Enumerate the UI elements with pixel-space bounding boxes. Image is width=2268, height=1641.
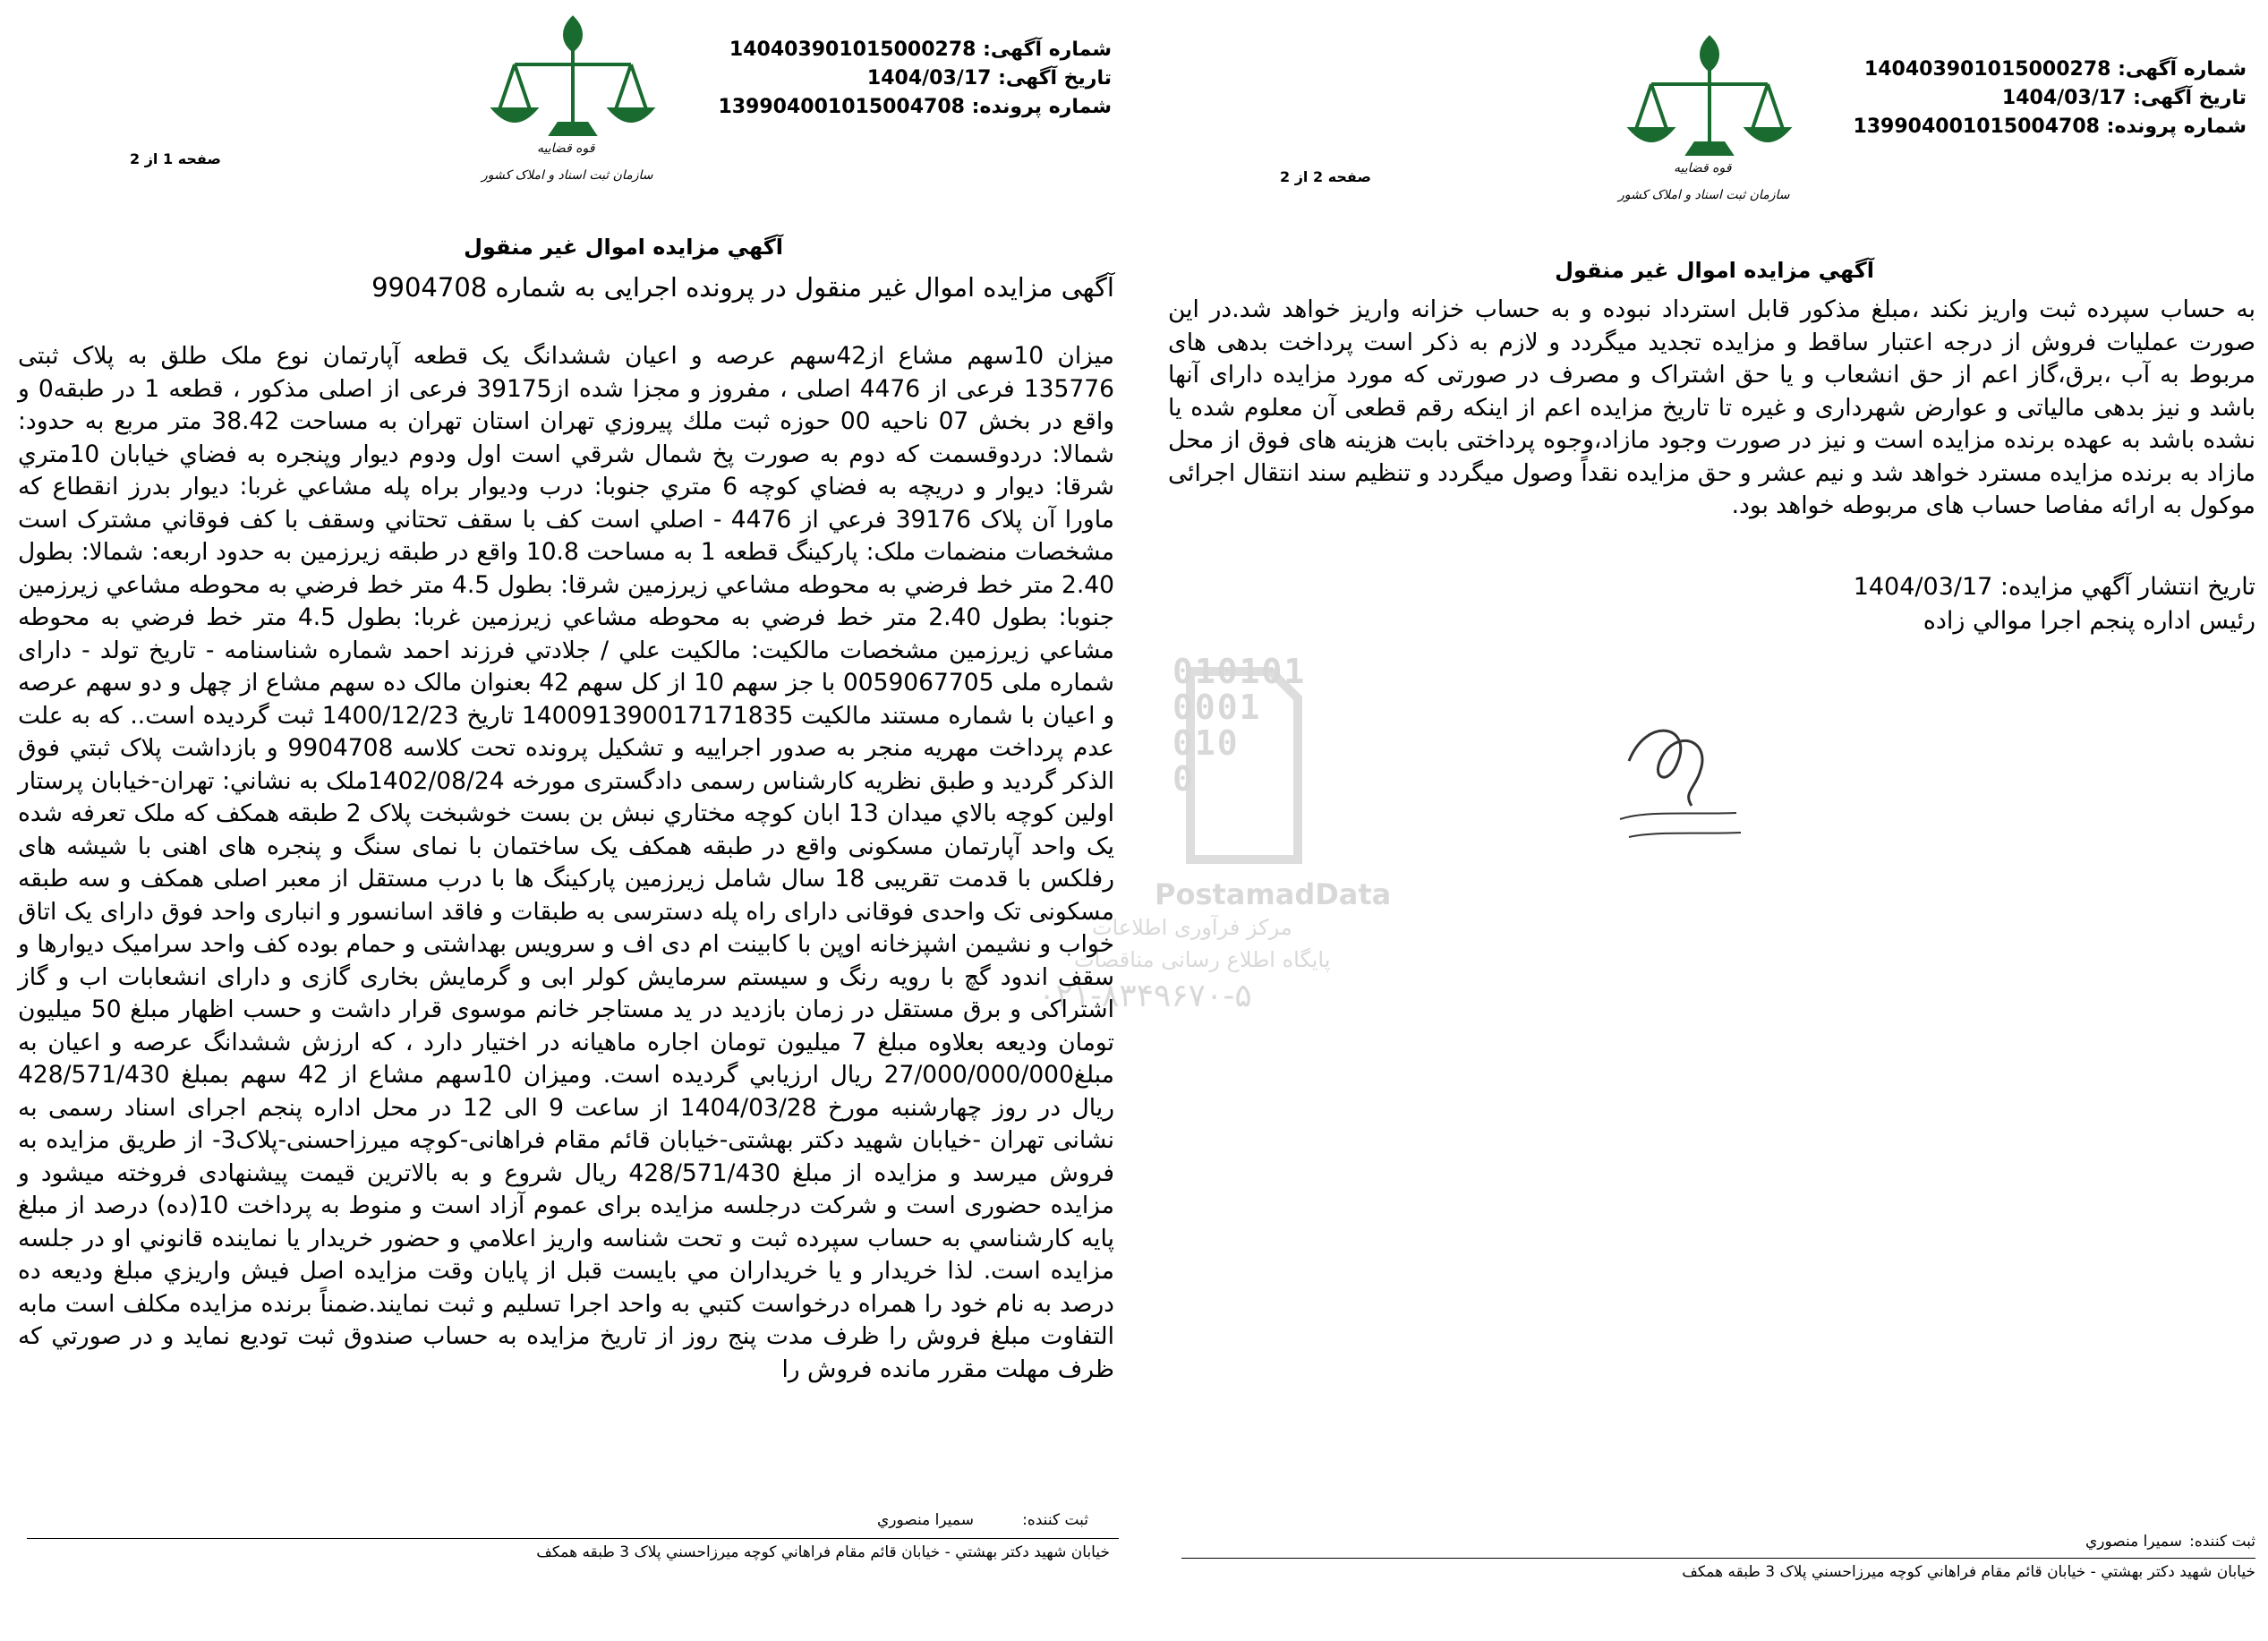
registrar-name: سميرا منصوري (877, 1511, 974, 1529)
handwritten-signature (1593, 707, 1763, 859)
notice-subheading: آگهی مزایده اموال غیر منقول در پرونده اجرایی به شماره 9904708 (371, 272, 1114, 303)
emblem-caption-organization: سازمان ثبت اسناد و املاک کشور (1618, 188, 1790, 202)
page-number: صفحه 1 از 2 (130, 150, 221, 167)
notice-number-label: شماره آگهی: (983, 38, 1112, 61)
watermark-digits-2: 0001 (1172, 688, 1262, 727)
footer-divider (1181, 1558, 2255, 1559)
file-number-label: شماره پرونده: (2106, 115, 2247, 138)
watermark-line-2: پایگاه اطلاع رسانی مناقصات (1074, 947, 1331, 972)
publish-date: 1404/03/17 (1853, 573, 1993, 601)
footer-divider (27, 1538, 1119, 1539)
notice-heading: آگهي مزايده اموال غير منقول (1555, 258, 1874, 283)
notice-date: 1404/03/17 (866, 67, 992, 90)
publish-date-label: تاريخ انتشار آگهي مزايده: (1999, 573, 2255, 601)
watermark-line-1: مرکز فرآوری اطلاعات (1092, 915, 1292, 940)
emblem-caption-organization: سازمان ثبت اسناد و املاک کشور (482, 168, 653, 183)
registrar-label: ثبت کننده: (1022, 1511, 1088, 1529)
notice-body: ميزان 10سهم مشاع از42سهم عرصه و اعيان ششدانگ يک قطعه آپارتمان نوع ملک طلق به پلاک ثبتی 135776 فرعی از 4476 اصلی ، مفروز و مجزا شده از39175 فرعی از اصلی مذکور ، قطعه 1 در طبقه0 و واقع در بخش 07 ناحيه 00 حوزه ثبت ملك پيروزي تهران استان تهران به مساحت 38.42 متر مربع به حدود: شمالا: دردوقسمت که دوم به صورت پخ شمال شرقي است اول ودوم ديوار وپنجره به فضاي خيابان 10متري شرقا: ديوار و دريچه به فضاي کوچه 6 متري جنوبا: درب وديوار براه پله مشاعي غربا: ديوار بدرز انقطاع که ماورا آن پلاک 39176 فرعي از 4476 - اصلي است کف با سقف تحتاني وسقف با کف فوقاني مشترک است مشخصات منضمات ملک: پارکينگ قطعه 1 به مساحت 10.8 واقع در طبقه زيرزمين به حدود اربعه: شمالا: بطول 2.40 متر خط فرضي به محوطه مشاعي زيرزمين شرقا: بطول 4.5 متر خط فرضي به محوطه مشاعي زيرزمين جنوبا: بطول 2.40 متر خط فرضي به محوطه مشاعي زيرزمين غربا: بطول 4.5 متر خط فرضي به محوطه مشاعي زيرزمين مشخصات مالکيت: مالکيت علي / جلادتي فرزند احمد شماره شناسنامه - تاريخ تولد - دارای شماره ملی 0059067705 با جز سهم 10 از کل سهم 42 بعنوان مالک ده سهم مشاع از چهل و دو سهم عرصه و اعيان با شماره مستند مالکيت 140091390017171835 تاريخ 1400/12/23 ثبت گرديده است.. که به علت عدم پرداخت مهريه منجر به صدور اجراييه و تشکيل پرونده تحت كلاسه 9904708 و بازداشت پلاک ثبتي فوق الذکر گرديد و طبق نظريه کارشناس رسمی دادگستری مورخه 1402/08/24ملک به نشاني: تهران-خيابان پرستار اولين کوچه بالاي ميدان 13 ابان کوچه مختاري نبش بن بست خوشبخت پلاک 2 طبقه همكف که ملک تعرفه شده يک واحد آپارتمان مسکونی واقع در طبقه همكف يک ساختمان با نمای سنگ و پنجره های اهنی با شيشه های رفلکس با قدمت تقريبی 18 سال شامل زيرزمين پارکينگ ها با درب مستقل از معبر اصلی همکف و سه طبقه مسکونی تک واحدی فوقانی دارای راه پله دسترسی به طبقات و فاقد اسانسور و انباری واحد فوق دارای يک اتاق خواب و نشيمن اشپزخانه اوپن با کابينت ام دی اف و سرويس بهداشتی و حمام بوده کف واحد سراميک ديوارها و سقف اندود گچ با رويه رنگ و سيستم سرمايش کولر ابی و گرمايش بخاری گازی و دارای انشعابات اب و گاز اشتراکی و برق مستقل در زمان بازديد در يد مستاجر خانم موسوی قرار داشت و حسب اظهار مبلغ 50 ميليون تومان وديعه بعلاوه مبلغ 7 ميليون تومان اجاره ماهيانه در اختيار دارد ، که ارزش ششدانگ عرصه و اعيان به مبلغ27/000/000/000 ريال ارزيابي گرديده است. وميزان 10سهم مشاع از 42 سهم بمبلغ 428/571/430 ريال در روز چهارشنبه مورخ 1404/03/28 از ساعت 9 الی 12 در محل اداره پنجم اجرای اسناد رسمی به نشانی تهران -خیابان شهید دکتر بهشتی-خیابان قائم مقام فراهانی-کوچه میرزاحسنی-پلاک3- از طريق مزايده به فروش ميرسد و مزايده از مبلغ 428/571/430 ريال شروع و به بالاترين قيمت پيشنهادی فروخته ميشود و مزايده حضوری است و شرکت درجلسه مزايده برای عموم آزاد است و منوط به پرداخت 10(ده) درصد از مبلغ پايه کارشناسي به حساب سپرده ثبت و تحت شناسه واريز اعلامي و حضور خريدار يا نماينده قانوني او در جلسه مزايده است. لذا خريدار و يا خريداران مي بايست قبل از پايان وقت مزايده اصل فيش واريزي مبلغ وديعه ده درصد به نام خود را همراه درخواست کتبي به واحد اجرا تسليم و ثبت نمايند.ضمناً برنده مزايده مکلف است مابه التفاوت مبلغ فروش را ظرف مدت پنج روز از تاريخ مزايده به حساب صندوق ثبت توديع نمايد و در صورتي که ظرف مهلت مقرر مانده فروش را (18, 342, 1115, 1383)
notice-number: 140403901015000278 (1863, 58, 2111, 81)
emblem-caption-judiciary: قوه قضاییه (1674, 161, 1732, 175)
page-number: صفحه 2 از 2 (1280, 168, 1371, 185)
watermark-phone: ۰۲۱-۸۳۴۹۶۷۰-۵ (1038, 978, 1252, 1014)
file-number: 139904001015004708 (718, 96, 965, 118)
notice-heading: آگهي مزايده اموال غير منقول (464, 235, 783, 260)
footer-address: خيابان شهيد دکتر بهشتي - خيابان قائم مقام فراهاني کوچه ميرزاحسني پلاک 3 طبقه همکف (536, 1543, 1110, 1561)
watermark-digits-4: 0 (1172, 759, 1195, 799)
file-number: 139904001015004708 (1853, 115, 2100, 138)
file-number-label: شماره پرونده: (971, 96, 1112, 118)
notice-meta (1853, 56, 2247, 141)
registrar-name: سميرا منصوري (2085, 1533, 2182, 1551)
notice-page-1 (0, 0, 1128, 1641)
emblem-caption-judiciary: قوه قضاییه (537, 141, 595, 156)
notice-number: 140403901015000278 (729, 38, 976, 61)
judiciary-emblem (474, 9, 671, 201)
notice-body: به حساب سپرده ثبت واريز نكند ،مبلغ مذكور قابل استرداد نبوده و به حساب خزانه واريز خواهد شد.در اين صورت عمليات فروش از درجه اعتبار ساقط و مزايده تجديد ميگردد و لازم به ذكر است پرداخت بدهی های مربوط به آب ،برق،گاز اعم از حق انشعاب و يا حق اشتراک و مصرف در صورتی که مورد مزايده دارای آنها باشد و نيز بدهی مالياتی و عوارض شهرداری و غيره تا تاريخ مزايده اعم از اينکه رقم قطعی آن معلوم شده يا نشده باشد به عهده برنده مزايده است و نيز در صورت وجود مازاد،وجوه پرداختی بابت هزينه های فوق از محل مازاد به برنده مزايده مسترد خواهد شد و نيم عشر و حق مزايده نقداً وصول ميگردد و تنظيم سند انتقال اجرائی موکول به ارائه مفاصا حساب های مربوطه خواهد بود. (1168, 295, 2255, 519)
notice-number-label: شماره آگهی: (2118, 58, 2247, 81)
watermark-digits-1: 010101 (1172, 652, 1307, 691)
notice-meta (718, 36, 1112, 122)
notice-date-label: تاریخ آگهی: (998, 67, 1112, 90)
footer-address: خيابان شهيد دکتر بهشتي - خيابان قائم مقام فراهاني کوچه ميرزاحسني پلاک 3 طبقه همکف (1682, 1563, 2255, 1581)
registrar-label: ثبت کننده: (2189, 1533, 2255, 1551)
notice-date-label: تاریخ آگهی: (2133, 87, 2247, 109)
watermark-digits-3: 010 (1172, 723, 1240, 763)
notice-date: 1404/03/17 (2001, 87, 2127, 109)
judiciary-emblem (1611, 29, 1808, 221)
signer-title: رئيس اداره پنجم اجرا موالي زاده (1923, 607, 2255, 635)
watermark-brand: PostamadData (1155, 877, 1392, 911)
signature-icon (1593, 707, 1763, 859)
